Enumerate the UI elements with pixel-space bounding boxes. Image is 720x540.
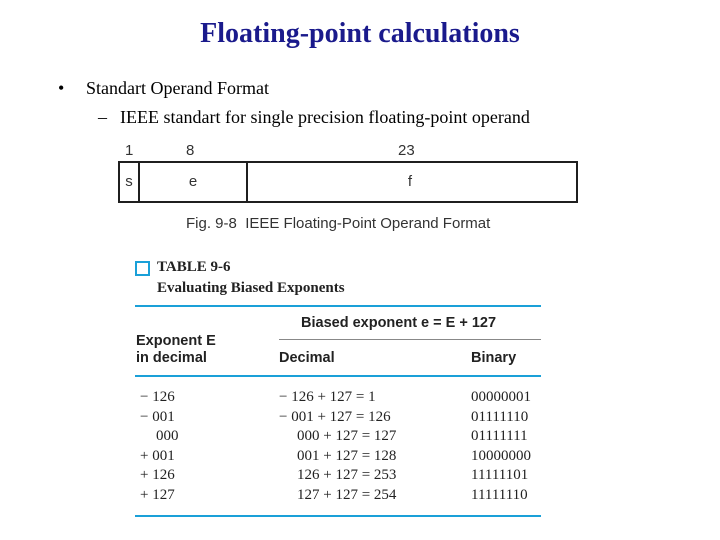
figure-caption-text: IEEE Floating-Point Operand Format — [245, 215, 491, 232]
table-top-rule — [135, 305, 541, 307]
field-fraction: f — [407, 173, 413, 190]
column-exponent — [140, 388, 200, 506]
table-label: TABLE 9-6 — [157, 259, 231, 275]
table-cell: 11111101 — [471, 467, 529, 484]
figure-caption — [186, 215, 490, 232]
bullet-marker: • — [58, 78, 65, 98]
figure-caption-number: Fig. 9-8 — [186, 215, 237, 232]
table-cell: 001 + 127 = 128 — [297, 447, 397, 464]
slide-title: Floating-point calculations — [200, 18, 520, 49]
table-cell: − 126 + 127 = 1 — [279, 389, 376, 405]
table-cell: 127 + 127 = 254 — [297, 486, 397, 503]
bit-width-sign: 1 — [125, 142, 134, 159]
sub-bullet-item — [98, 107, 530, 128]
sub-bullet-text: IEEE standart for single precision floating-point operand — [120, 107, 530, 127]
table-cell: 126 + 127 = 253 — [297, 467, 397, 484]
operand-format-box — [118, 161, 578, 203]
sub-bullet-marker: – — [98, 107, 107, 127]
table-cell: − 001 — [140, 408, 175, 425]
table-bottom-rule — [135, 515, 541, 517]
header-exponent: Exponent E — [136, 333, 216, 349]
bit-width-fraction: 23 — [398, 142, 415, 159]
table-cell: − 001 + 127 = 126 — [279, 408, 391, 425]
table-cell: 11111110 — [471, 486, 528, 503]
header-in-decimal: in decimal — [136, 350, 207, 366]
table-cell: + 127 — [140, 486, 175, 503]
column-decimal — [279, 388, 419, 506]
table-header-rule — [135, 375, 541, 377]
column-binary — [471, 388, 541, 506]
table-cell: 000 + 127 = 127 — [297, 428, 397, 445]
header-decimal: Decimal — [279, 350, 335, 366]
table-cell: + 126 — [140, 467, 175, 484]
table-cell: 01111111 — [471, 428, 528, 445]
table-cell: 00000001 — [471, 389, 531, 405]
table-cell: − 126 — [140, 389, 175, 405]
table-subtitle: Evaluating Biased Exponents — [157, 280, 345, 296]
table-cell: 01111110 — [471, 408, 529, 425]
bit-width-exponent: 8 — [186, 142, 195, 159]
table-square-icon — [135, 261, 150, 276]
table-cell: + 001 — [140, 447, 175, 464]
header-group-rule — [279, 339, 541, 340]
bullet-text: Standart Operand Format — [86, 78, 269, 98]
header-binary: Binary — [471, 350, 517, 366]
bullet-item — [58, 78, 269, 99]
field-sign: s — [125, 173, 133, 190]
field-exponent: e — [188, 173, 198, 190]
table-cell: 10000000 — [471, 447, 531, 464]
header-biased-exponent: Biased exponent e = E + 127 — [301, 315, 497, 331]
table-cell: 000 — [156, 428, 179, 445]
